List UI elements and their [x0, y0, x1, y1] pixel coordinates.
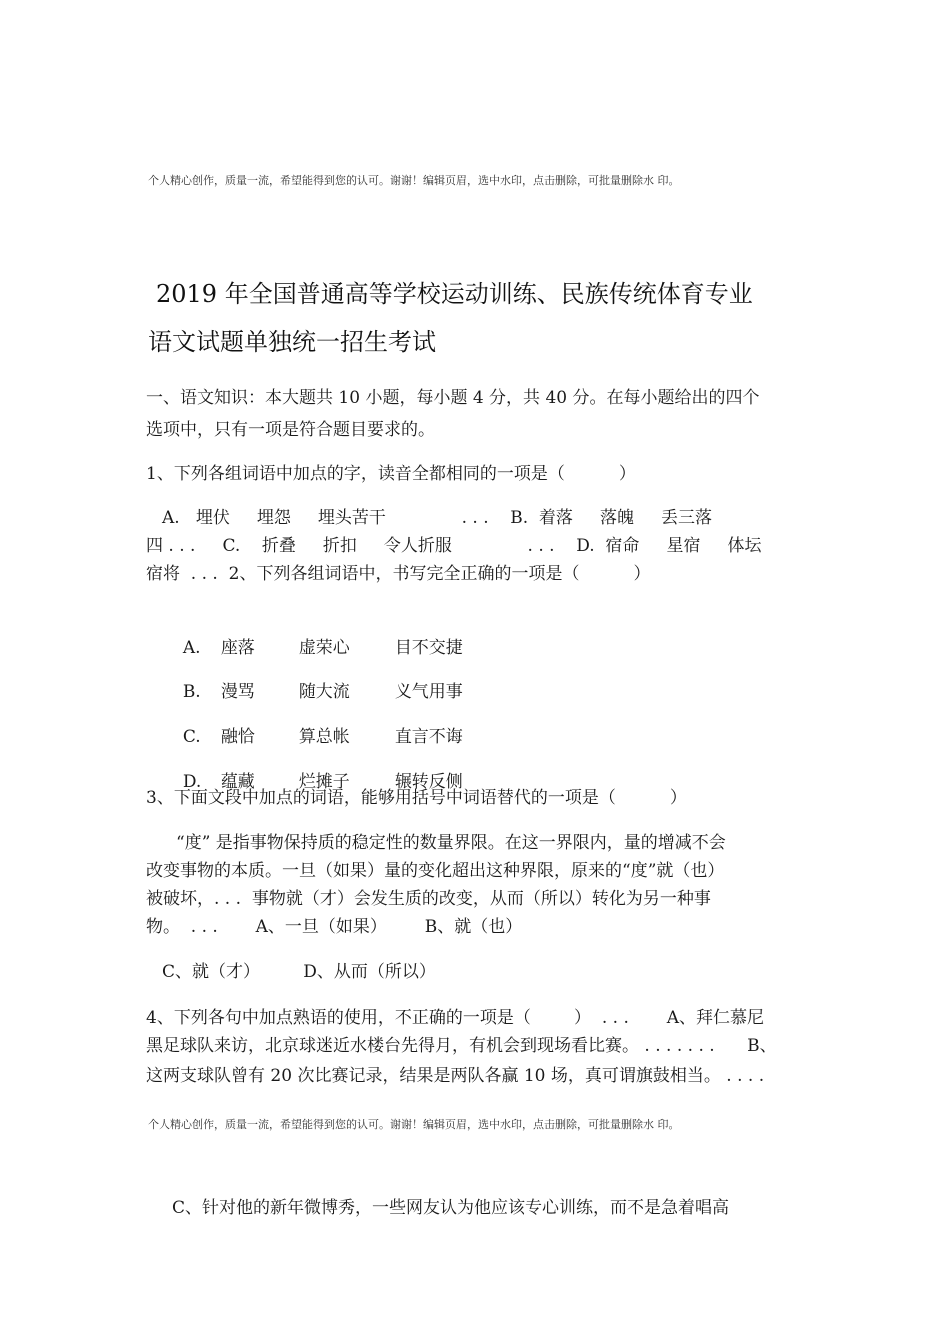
q4-line3: 这两支球队曾有 20 次比赛记录，结果是两队各赢 10 场，真可谓旗鼓相当。 . . . .: [146, 1066, 765, 1086]
q3-passage-line4: 物。 . . . A、一旦（如果） B、就（也）: [146, 917, 523, 937]
q2-option-word1: 漫骂: [220, 682, 255, 702]
q2-option-word3: 辗转反侧: [394, 772, 463, 792]
q1-stem: 1、下列各组词语中加点的字，读音全都相同的一项是（ ）: [146, 464, 636, 484]
q4-line2: 黑足球队来访，北京球迷近水楼台先得月，有机会到现场看比赛。 . . . . . . . B、: [146, 1036, 777, 1056]
q1-options-line3: 宿将 . . . 2、下列各组词语中，书写完全正确的一项是（ ）: [146, 564, 651, 584]
q2-option-word2: 烂摊子: [298, 772, 350, 792]
q2-option-letter: A.: [182, 638, 201, 658]
q2-option-word1: 融恰: [220, 727, 255, 747]
q2-option-word2: 随大流: [298, 682, 350, 702]
q1-options-line1: A. 埋伏 埋怨 埋头苦干 . . . B. 着落 落魄 丢三落: [162, 508, 712, 528]
q2-option-letter: B.: [182, 682, 201, 702]
q2-option-word1: 座落: [220, 638, 255, 658]
watermark-header-top: 个人精心创作，质量一流，希望能得到您的认可。谢谢！编辑页眉，选中水印，点击删除，可批量删除水 印。: [148, 174, 680, 187]
q2-option-word3: 义气用事: [394, 682, 463, 702]
q3-options-cd: C、就（才） D、从而（所以）: [162, 962, 436, 982]
q4-line1: 4、下列各句中加点熟语的使用，不正确的一项是（ ） . . . A、拜仁慕尼: [146, 1008, 764, 1028]
section1-instructions-line1: 一、语文知识：本大题共 10 小题，每小题 4 分，共 40 分。在每小题给出的四个: [146, 388, 760, 408]
q2-option-word2: 虚荣心: [298, 638, 350, 658]
q2-option-letter: D.: [182, 772, 202, 792]
exam-title-line1: 2019 年全国普通高等学校运动训练、民族传统体育专业: [156, 280, 753, 308]
q2-option-letter: C.: [182, 727, 201, 747]
q3-passage-line2: 改变事物的本质。一旦（如果）量的变化超出这种界限，原来的“度”就（也）: [146, 861, 725, 881]
q3-passage-line3: 被破坏，. . . 事物就（才）会发生质的改变，从而（所以）转化为另一种事: [146, 889, 711, 909]
exam-title-line2: 语文试题单独统一招生考试: [148, 328, 436, 356]
q3-passage-line1: “度” 是指事物保持质的稳定性的数量界限。在这一界限内，量的增减不会: [176, 833, 726, 853]
q2-option-word1: 蕴藏: [220, 772, 255, 792]
q3-stem: 3、下面文段中加点的词语，能够用括号中词语替代的一项是（ ）: [146, 788, 687, 808]
q2-option-word3: 目不交捷: [394, 638, 463, 658]
q4-option-c: C、针对他的新年微博秀，一些网友认为他应该专心训练，而不是急着唱高: [172, 1198, 730, 1218]
q2-option-word3: 直言不诲: [394, 727, 463, 747]
watermark-header-bottom: 个人精心创作，质量一流，希望能得到您的认可。谢谢！编辑页眉，选中水印，点击删除，可批量删除水 印。: [148, 1118, 680, 1131]
q2-option-word2: 算总帐: [298, 727, 350, 747]
q1-options-line2: 四 . . . C. 折叠 折扣 令人折服 . . . D. 宿命 星宿 体坛: [146, 536, 762, 556]
section1-instructions-line2: 选项中，只有一项是符合题目要求的。: [146, 420, 435, 440]
